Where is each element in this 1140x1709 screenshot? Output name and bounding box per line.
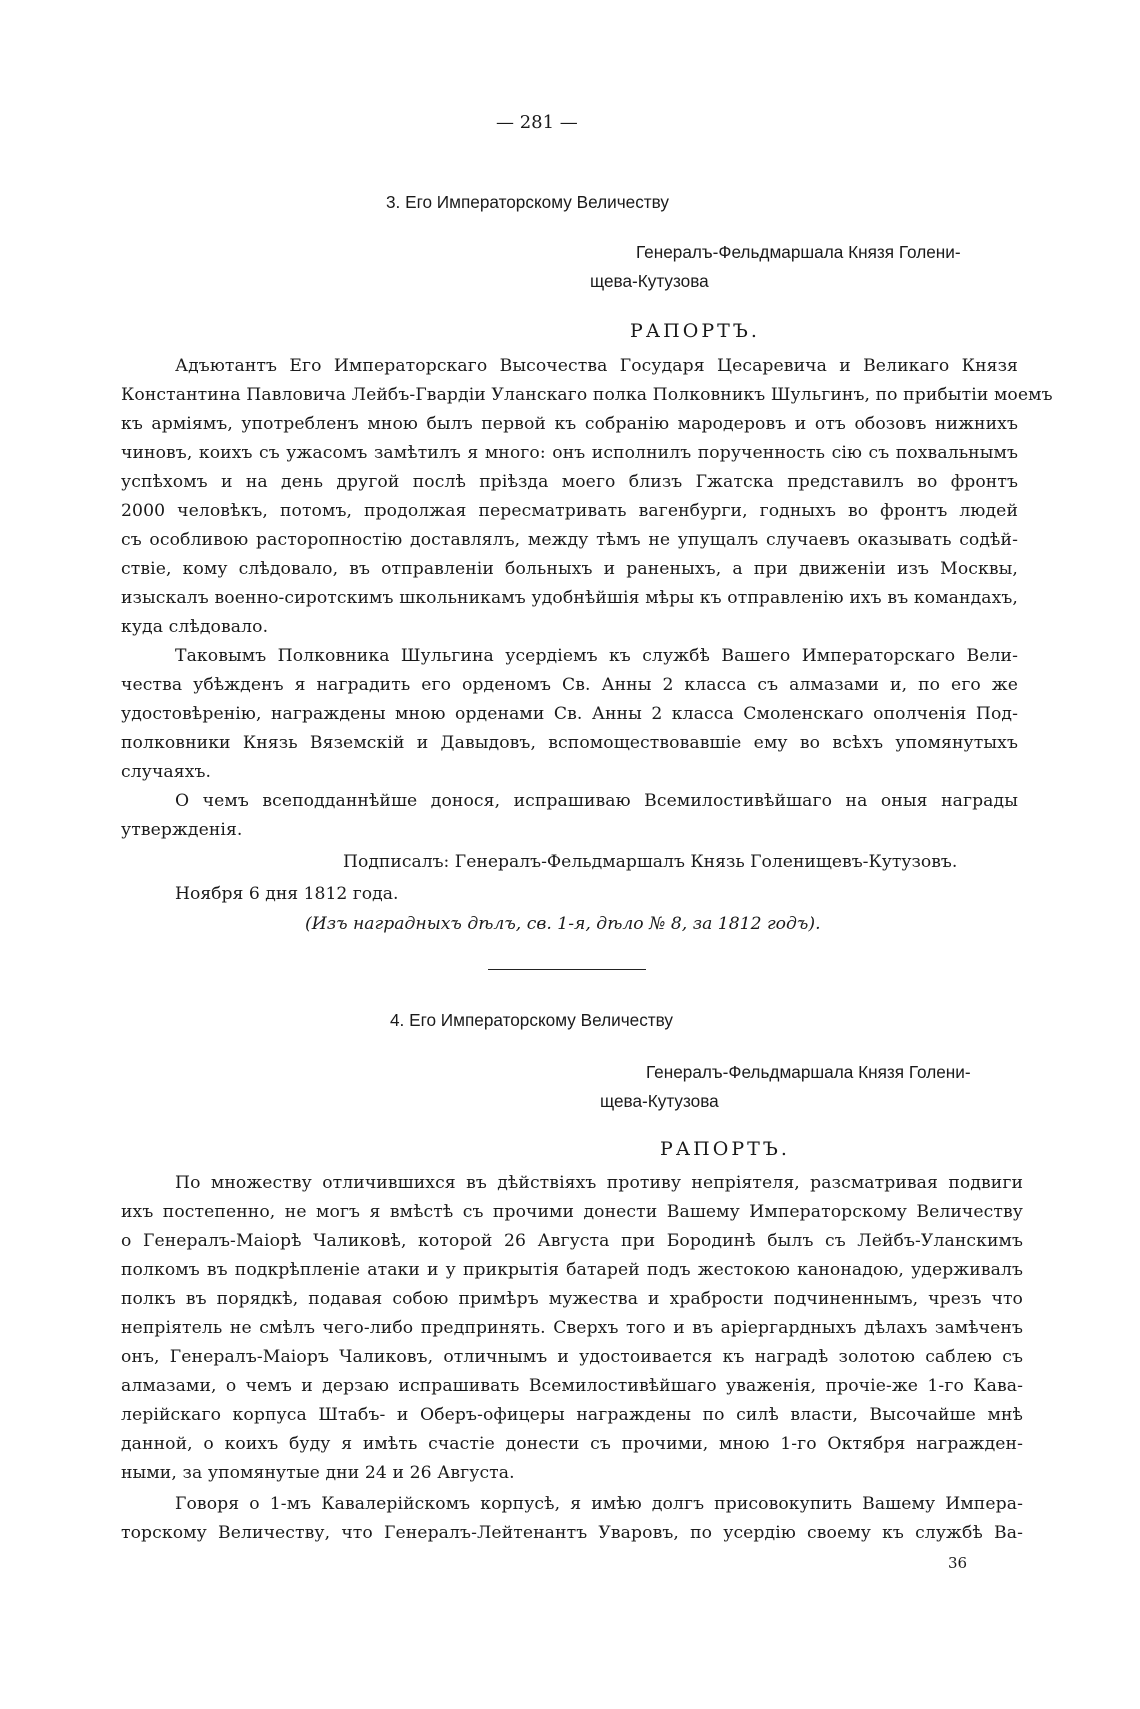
text-line: торскому Величеству, что Генералъ-Лейтенантъ Уваровъ, по усердію своему къ службѣ Ва-	[121, 1523, 1023, 1543]
text-line: успѣхомъ и на день другой послѣ пріѣзда моего близъ Гжатска представилъ во фронтъ	[121, 472, 1018, 492]
text-line: О чемъ всеподданнѣйше донося, испрашиваю Всемилостивѣйшаго на оныя награды	[175, 791, 1018, 811]
text-line: данной, о коихъ буду я имѣть счастіе донести съ прочими, мною 1-го Октября награжден-	[121, 1434, 1023, 1454]
text-line: полковники Князь Вяземскій и Давыдовъ, вспомоществовавшіе ему во всѣхъ упомянутыхъ	[121, 733, 1018, 753]
text-line: чества убѣжденъ я наградить его орденомъ Св. Анны 2 класса съ алмазами и, по его же	[121, 675, 1018, 695]
text-line: ными, за упомянутые дни 24 и 26 Августа.	[121, 1463, 515, 1483]
text-line: ствіе, кому слѣдовало, въ отправленіи больныхъ и раненыхъ, а при движеніи изъ Москвы,	[121, 559, 1018, 579]
page-number: — 281 —	[496, 112, 578, 133]
doc4-heading: РАПОРТЪ.	[660, 1138, 790, 1160]
text-line: Адъютантъ Его Императорскаго Высочества Государя Цесаревича и Великаго Князя	[175, 356, 1018, 376]
doc4-address: 4. Его Императорскому Величеству	[390, 1010, 674, 1030]
text-line: случаяхъ.	[121, 762, 212, 782]
text-line: онъ, Генералъ-Маіоръ Чаликовъ, отличнымъ и удостоивается къ наградѣ золотою саблею съ	[121, 1347, 1023, 1367]
text-line: полкъ въ порядкѣ, подавая собою примѣръ мужества и храбрости подчиненнымъ, чрезъ что	[121, 1289, 1023, 1309]
text-line: алмазами, о чемъ и дерзаю испрашивать Всемилостивѣйшаго уваженія, прочіе-же 1-го Кава-	[121, 1376, 1023, 1396]
text-line: о Генералъ-Маіорѣ Чаликовѣ, которой 26 Августа при Бородинѣ былъ съ Лейбъ-Уланскимъ	[121, 1231, 1023, 1251]
doc3-address: 3. Его Императорскому Величеству	[386, 192, 670, 212]
text-line: Таковымъ Полковника Шульгина усердіемъ къ службѣ Вашего Императорскаго Вели-	[175, 646, 1018, 666]
text-line: куда слѣдовало.	[121, 617, 269, 637]
section-divider	[488, 969, 646, 970]
text-line: полкомъ въ подкрѣпленіе атаки и у прикрытія батарей подъ жестокою канонадою, удерживалъ	[121, 1260, 1023, 1280]
text-line: По множеству отличившихся въ дѣйствіяхъ противу непріятеля, разсматривая подвиги	[175, 1173, 1023, 1193]
text-line: утвержденія.	[121, 820, 243, 840]
doc3-date: Ноября 6 дня 1812 года.	[175, 884, 399, 904]
signature-mark: 36	[948, 1554, 968, 1572]
text-line: удостовѣренію, награждены мною орденами Св. Анны 2 класса Смоленскаго ополченія Под-	[121, 704, 1018, 724]
doc3-author-line2: щева-Кутузова	[590, 271, 709, 291]
doc4-author-line1: Генералъ-Фельдмаршала Князя Голени-	[646, 1062, 971, 1082]
doc3-signed: Подписалъ: Генералъ-Фельдмаршалъ Князь Голенищевъ-Кутузовъ.	[343, 852, 958, 872]
doc3-heading: РАПОРТЪ.	[630, 320, 760, 342]
text-line: Константина Павловича Лейбъ-Гвардіи Уланскаго полка Полковникъ Шульгинъ, по прибытіи моемъ	[121, 385, 1053, 405]
text-line: Говоря о 1-мъ Кавалерійскомъ корпусѣ, я имѣю долгъ присовокупить Вашему Импера-	[175, 1494, 1023, 1514]
doc3-source-citation: (Изъ наградныхъ дѣлъ, св. 1-я, дѣло № 8, за 1812 годъ).	[305, 914, 821, 934]
text-line: непріятель не смѣлъ чего-либо предпринять. Сверхъ того и въ аріергардныхъ дѣлахъ замѣченъ	[121, 1318, 1023, 1338]
text-line: 2000 человѣкъ, потомъ, продолжая пересматривать вагенбурги, годныхъ во фронтъ людей	[121, 501, 1018, 521]
text-line: лерійскаго корпуса Штабъ- и Оберъ-офицеры награждены по силѣ власти, Высочайше мнѣ	[121, 1405, 1023, 1425]
text-line: къ арміямъ, употребленъ мною былъ первой къ собранію мародеровъ и отъ обозовъ нижнихъ	[121, 414, 1018, 434]
text-line: съ особливою расторопностію доставлялъ, между тѣмъ не упущалъ случаевъ оказывать содѣй-	[121, 530, 1018, 550]
text-line: ихъ постепенно, не могъ я вмѣстѣ съ прочими донести Вашему Императорскому Величеству	[121, 1202, 1023, 1222]
doc3-author-line1: Генералъ-Фельдмаршала Князя Голени-	[636, 242, 961, 262]
text-line: изыскалъ военно-сиротскимъ школьникамъ удобнѣйшія мѣры къ отправленію ихъ въ командахъ,	[121, 588, 1018, 608]
text-line: чиновъ, коихъ съ ужасомъ замѣтилъ я много: онъ исполнилъ порученность сію съ похвальнымъ	[121, 443, 1018, 463]
doc4-author-line2: щева-Кутузова	[600, 1091, 719, 1111]
